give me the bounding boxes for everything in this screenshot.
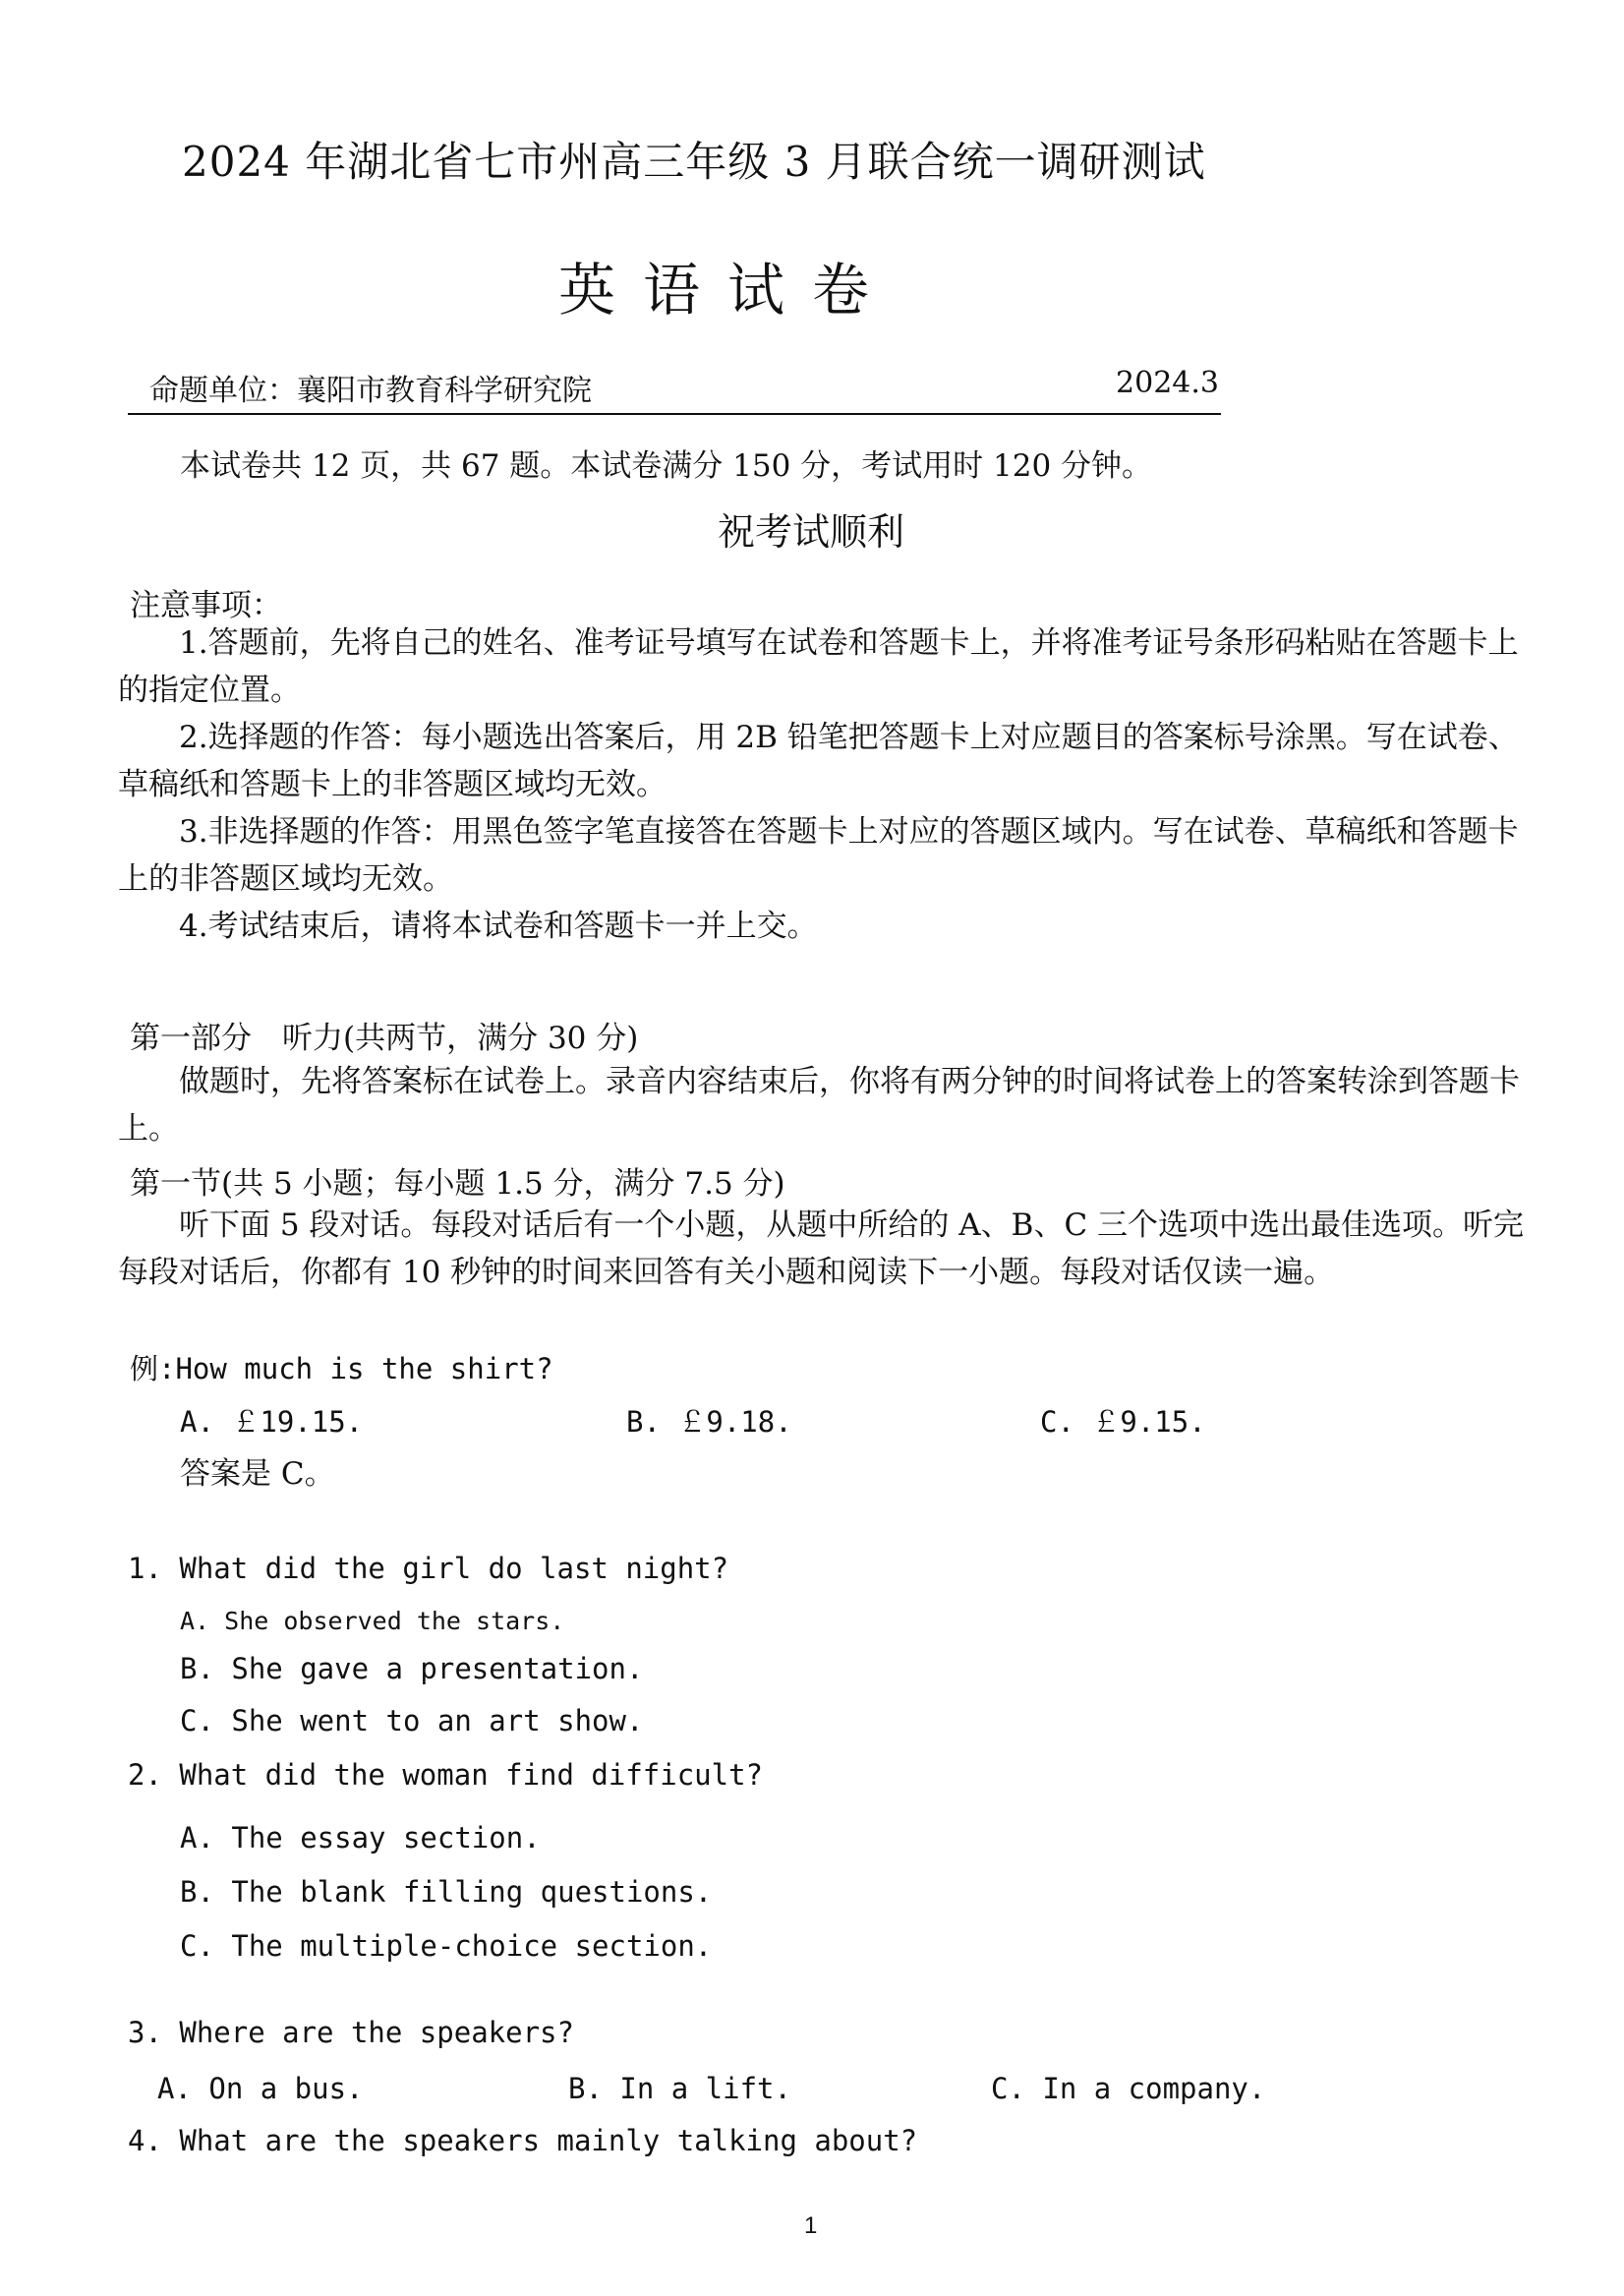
section1-heading: 第一节(共 5 小题；每小题 1.5 分，满分 7.5 分)	[130, 1166, 785, 1202]
question-1: 1. What did the girl do last night?	[128, 1552, 729, 1585]
question-3-option-a: A. On a bus.	[157, 2072, 364, 2105]
question-2-option-b: B. The blank filling questions.	[180, 1875, 713, 1909]
author-org: 命题单位：襄阳市教育科学研究院	[149, 374, 592, 408]
question-3-option-c: C. In a company.	[991, 2072, 1266, 2105]
part1-instruction: 做题时，先将答案标在试卷上。录音内容结束后，你将有两分钟的时间将试卷上的答案转涂到答题卡上。	[118, 1064, 1520, 1147]
example-option-b: B. ￡9.18.	[626, 1405, 792, 1439]
note-item: 4.考试结束后，请将本试卷和答题卡一并上交。	[179, 909, 818, 944]
example-answer: 答案是 C。	[180, 1456, 335, 1492]
question-1-option-b: B. She gave a presentation.	[180, 1652, 644, 1685]
note-item: 2.选择题的作答：每小题选出答案后，用 2B 铅笔把答题卡上对应题目的答案标号涂黑。写在试卷、草稿纸和答题卡上的非答题区域均无效。	[118, 720, 1519, 802]
notes-heading: 注意事项：	[130, 588, 282, 623]
question-3-option-b: B. In a lift.	[568, 2072, 791, 2105]
exam-date: 2024.3	[1116, 366, 1219, 400]
example-option-c: C. ￡9.15.	[1040, 1405, 1206, 1439]
page-number: 1	[804, 2212, 818, 2239]
note-item: 3.非选择题的作答：用黑色签字笔直接答在答题卡上对应的答题区域内。写在试卷、草稿纸和答题卡上的非答题区域均无效。	[118, 814, 1519, 897]
example-option-a: A. ￡19.15.	[180, 1405, 364, 1439]
subject-title: 英语试卷	[558, 257, 898, 324]
good-luck-text: 祝考试顺利	[718, 510, 905, 554]
note-item: 1.答题前，先将自己的姓名、准考证号填写在试卷和答题卡上，并将准考证号条形码粘贴在答题卡上的指定位置。	[118, 625, 1519, 708]
question-1-option-c: C. She went to an art show.	[180, 1704, 644, 1737]
question-3: 3. Where are the speakers?	[128, 2016, 574, 2049]
question-2-option-c: C. The multiple-choice section.	[180, 1929, 713, 1963]
question-1-option-a: A. She observed the stars.	[180, 1607, 565, 1635]
part1-heading: 第一部分 听力(共两节，满分 30 分)	[130, 1021, 639, 1056]
author-line	[128, 366, 1221, 415]
question-2: 2. What did the woman find difficult?	[128, 1758, 764, 1792]
exam-title: 2024 年湖北省七市州高三年级 3 月联合统一调研测试	[182, 138, 1206, 186]
section1-instruction: 听下面 5 段对话。每段对话后有一个小题，从题中所给的 A、B、C 三个选项中选出最佳选项。听完每段对话后，你都有 10 秒钟的时间来回答有关小题和阅读下一小题。每段对话仅读一遍。	[118, 1207, 1525, 1290]
example-question: 例:How much is the shirt?	[130, 1352, 553, 1385]
question-4: 4. What are the speakers mainly talking about?	[128, 2124, 918, 2157]
exam-intro: 本试卷共 12 页，共 67 题。本试卷满分 150 分，考试用时 120 分钟。	[180, 448, 1153, 484]
question-2-option-a: A. The essay section.	[180, 1821, 541, 1854]
